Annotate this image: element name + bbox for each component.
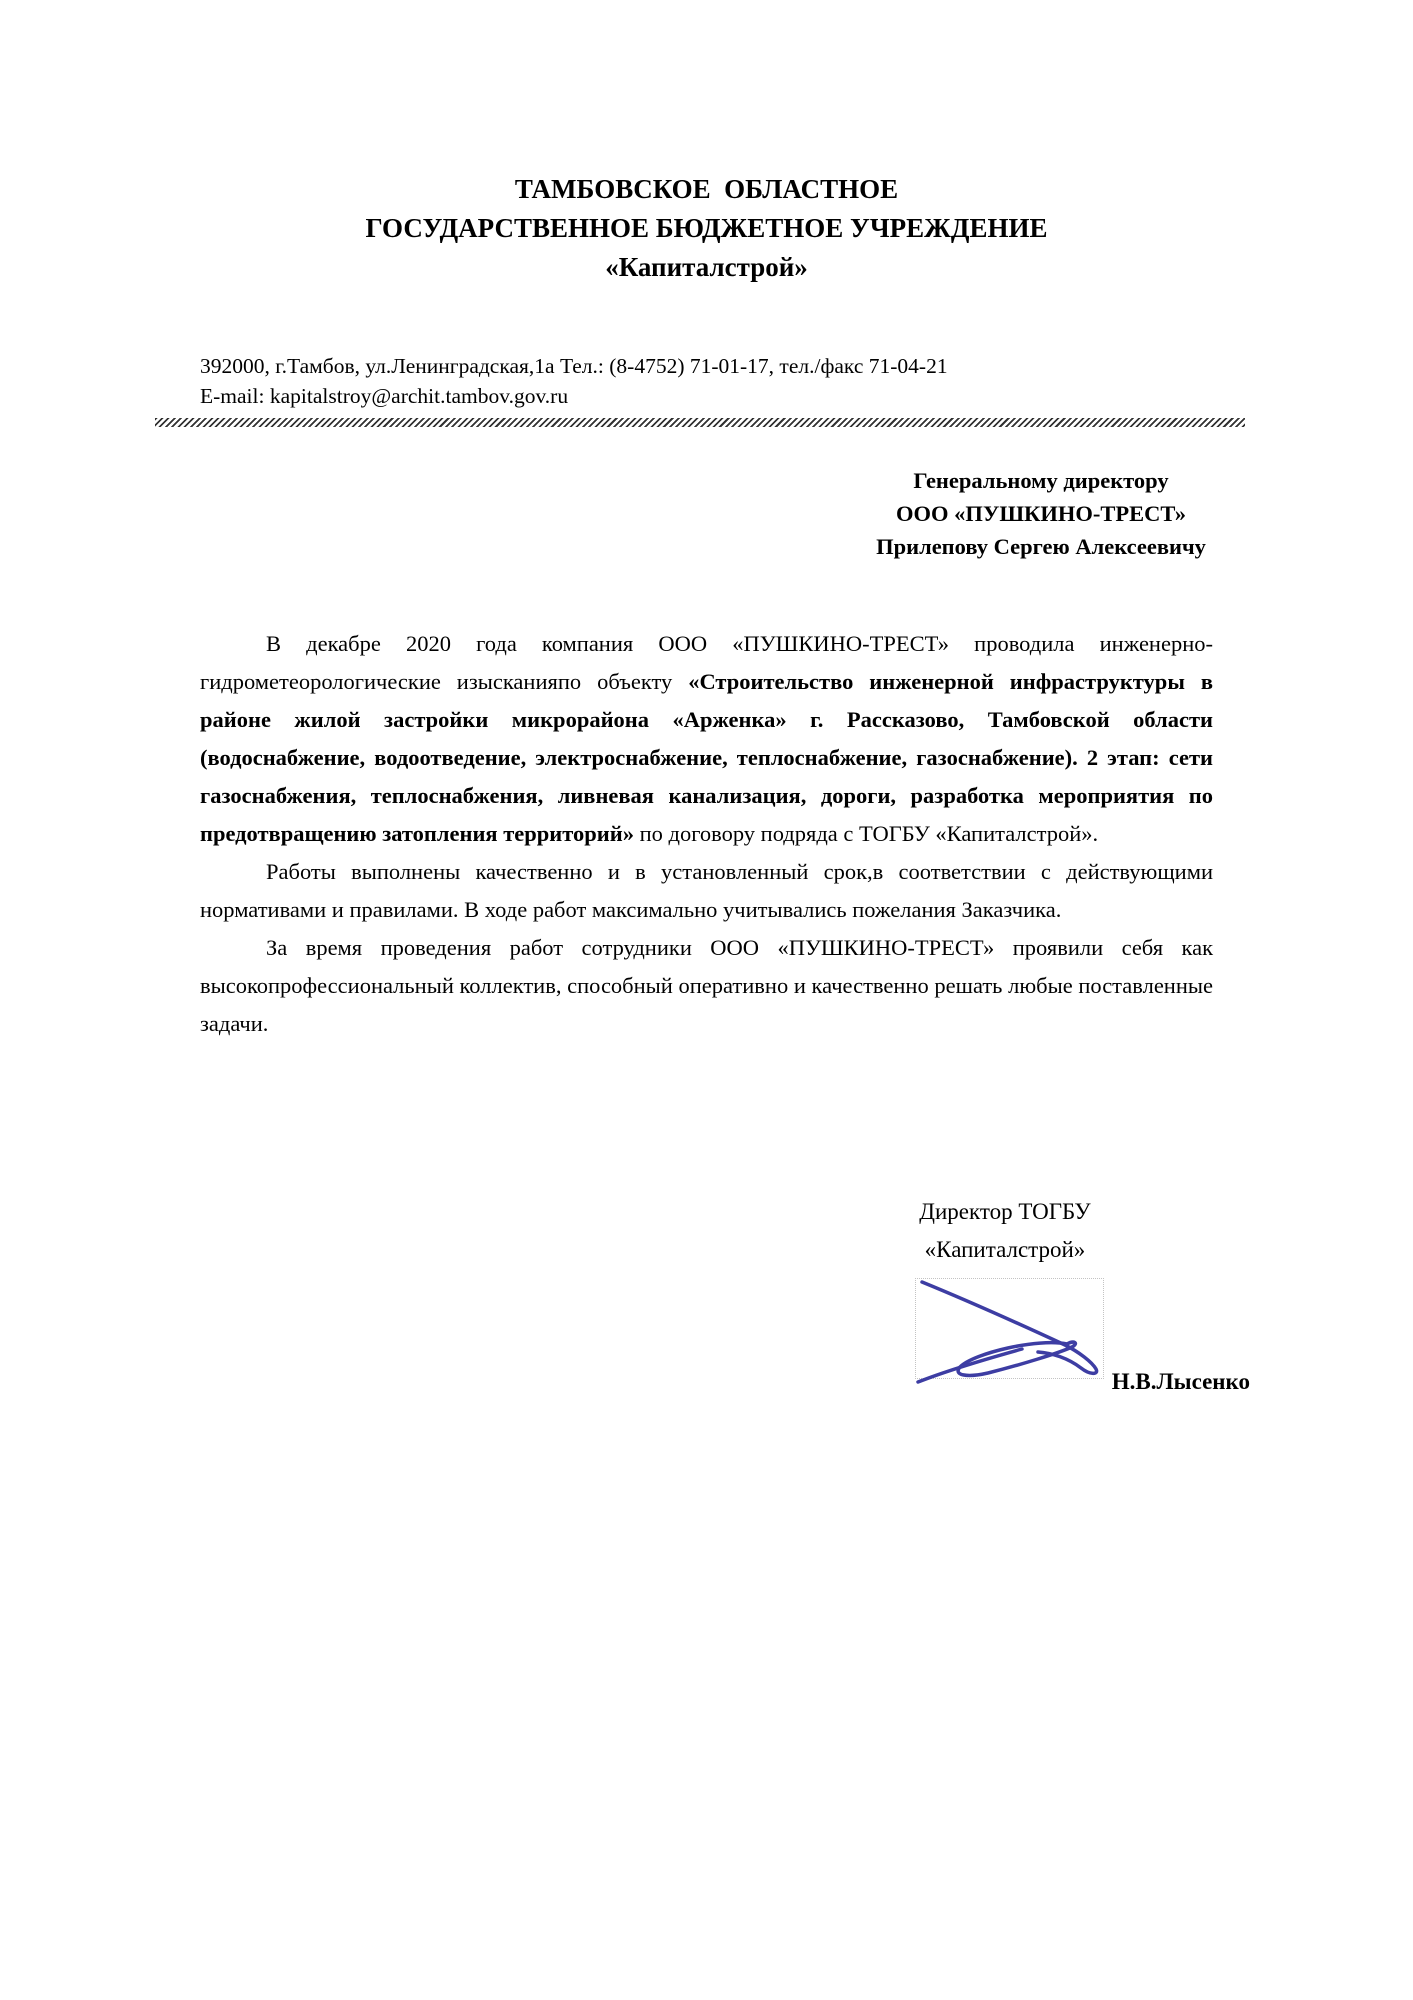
signatory-title-block	[855, 1193, 1155, 1269]
letter-body	[200, 625, 1213, 1043]
addressee-position: Генеральному директору	[913, 468, 1169, 493]
signatory-title-line-2: «Капиталстрой»	[924, 1237, 1086, 1262]
body-paragraph-1	[200, 625, 1213, 853]
addressee-block	[821, 464, 1261, 563]
signatory-name: Н.В.Лысенко	[1111, 1369, 1250, 1394]
paragraph-1-project-title: «Строительство инженерной инфраструктуры в районе жилой застройки микрорайона «Арженка» г. Рассказово, Тамбовской области (водоснабжение, водоотведение, электроснабжение, теплоснабжение, газоснабжение). 2 этап: сети газоснабжения, теплоснабжения, ливневая канализация, дороги, разработка мероприятия по предотвращению затопления территорий»	[200, 669, 1213, 846]
contact-block	[200, 351, 1213, 411]
org-name-line-1: ТАМБОВСКОЕ ОБЛАСТНОЕ	[514, 174, 899, 204]
body-paragraph-3: За время проведения работ сотрудники ООО «ПУШКИНО-ТРЕСТ» проявили себя как высокопрофессиональный коллектив, способный оперативно и качественно решать любые поставленные задачи.	[200, 935, 1213, 1036]
signature-box	[915, 1278, 1104, 1379]
signature-area	[885, 1278, 1250, 1394]
addressee-person: Прилепову Сергею Алексеевичу	[876, 534, 1206, 559]
paragraph-1-start: В декабре 2020 года компания ООО «ПУШКИНО-ТРЕСТ» проводила инженерно-гидрометеорологические изысканияпо объекту	[200, 631, 1213, 694]
signatory-title-line-1: Директор ТОГБУ	[919, 1199, 1091, 1224]
paragraph-1-end: по договору подряда с ТОГБУ «Капиталстрой».	[633, 821, 1099, 846]
org-name-line-3: «Капиталстрой»	[605, 252, 808, 282]
org-header	[200, 0, 1213, 287]
body-paragraph-2: Работы выполнены качественно и в установленный срок,в соответствии с действующими нормативами и правилами. В ходе работ максимально учитывались пожелания Заказчика.	[200, 859, 1213, 922]
signature-ink-icon	[916, 1279, 1103, 1378]
contact-email: E-mail: kapitalstroy@archit.tambov.gov.ru	[200, 384, 569, 408]
decorative-hatched-divider	[155, 418, 1245, 427]
contact-address-phone: 392000, г.Тамбов, ул.Ленинградская,1а Тел.: (8-4752) 71-01-17, тел./факс 71-04-21	[200, 354, 948, 378]
org-name-line-2: ГОСУДАРСТВЕННОЕ БЮДЖЕТНОЕ УЧРЕЖДЕНИЕ	[365, 213, 1048, 243]
addressee-company: ООО «ПУШКИНО-ТРЕСТ»	[895, 501, 1187, 526]
